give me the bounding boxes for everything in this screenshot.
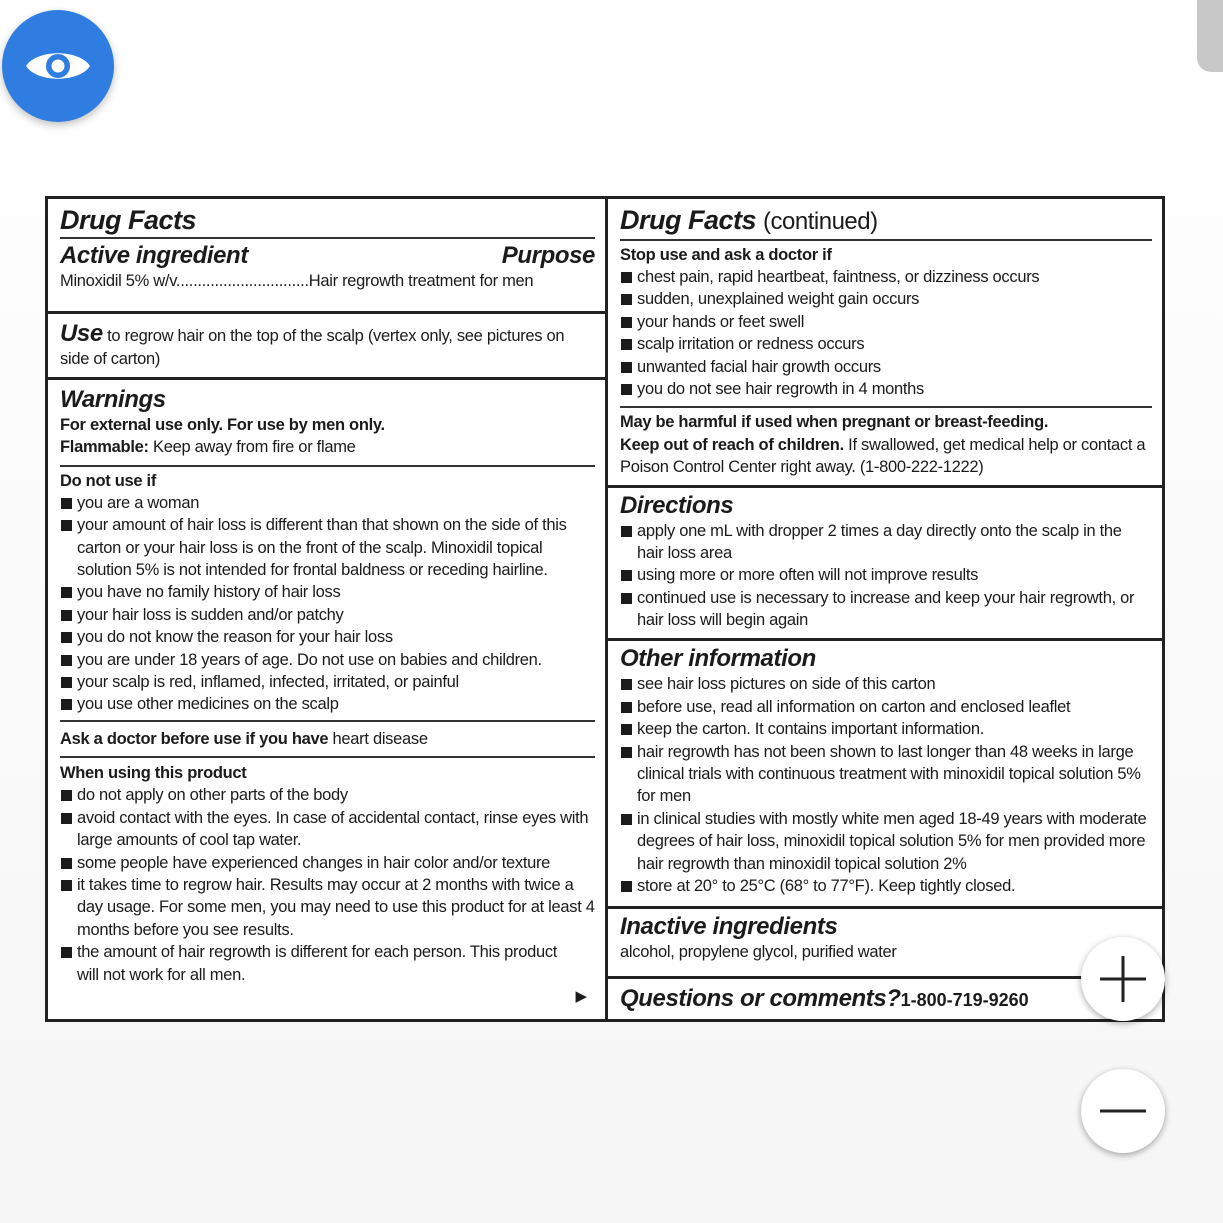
stop-use-heading: Stop use and ask a doctor if xyxy=(620,246,832,264)
list-item: see hair loss pictures on side of this carton xyxy=(620,673,1152,695)
continued-label: (continued) xyxy=(763,208,878,235)
list-item: some people have experienced changes in hair color and/or texture xyxy=(60,852,595,874)
ask-doctor-label: Ask a doctor before use if you have xyxy=(60,729,329,748)
other-information-list xyxy=(620,673,1152,897)
list-item: you are under 18 years of age. Do not use on babies and children. xyxy=(60,649,595,671)
list-item: do not apply on other parts of the body xyxy=(60,784,595,806)
list-item: keep the carton. It contains important information. xyxy=(620,718,1152,740)
keep-out-text: If swallowed, get medical help or contact a Poison Control Center right away. (1-800-222-1222) xyxy=(620,435,1146,477)
view-toggle-button[interactable] xyxy=(2,10,114,122)
pregnancy-warning: May be harmful if used when pregnant or breast-feeding. xyxy=(620,413,1049,432)
list-item: it takes time to regrow hair. Results may occur at 2 months with twice a day usage. For some men, you may need to use this product for at least 4 months before you see results. xyxy=(60,874,595,941)
ask-doctor-text: heart disease xyxy=(332,729,428,748)
directions-list xyxy=(620,520,1152,632)
list-item: your amount of hair loss is different than that shown on the side of this carton or your hair loss is on the front of the scalp. Minoxidil topical solution 5% is not intended for frontal baldness or receding hairline. xyxy=(60,514,595,581)
purpose-heading: Purpose xyxy=(501,242,595,269)
stop-use-section xyxy=(608,199,1162,485)
questions-heading: Questions or comments? xyxy=(620,985,901,1012)
minus-icon xyxy=(1098,1086,1148,1136)
list-item: the amount of hair regrowth is different for each person. This product will not work for all men. xyxy=(60,941,595,986)
questions-phone: 1-800-719-9260 xyxy=(900,990,1029,1010)
scrollbar-thumb[interactable] xyxy=(1197,0,1223,72)
inactive-ingredients-section xyxy=(608,906,1162,976)
eye-icon xyxy=(23,44,93,88)
list-item: you do not see hair regrowth in 4 months xyxy=(620,378,1152,400)
drug-facts-title: Drug Facts xyxy=(60,205,197,235)
list-item: unwanted facial hair growth occurs xyxy=(620,356,1152,378)
drug-facts-left-column xyxy=(48,199,608,1019)
when-using-list xyxy=(60,784,595,986)
do-not-use-heading: Do not use if xyxy=(60,471,157,490)
list-item: before use, read all information on carton and enclosed leaflet xyxy=(620,696,1152,718)
use-section xyxy=(48,311,605,377)
list-item: your hands or feet swell xyxy=(620,311,1152,333)
list-item: apply one mL with dropper 2 times a day directly onto the scalp in the hair loss area xyxy=(620,520,1152,565)
zoom-in-button[interactable] xyxy=(1081,937,1165,1021)
other-information-heading: Other information xyxy=(620,645,816,673)
list-item: your scalp is red, inflamed, infected, irritated, or painful xyxy=(60,671,595,693)
list-item: hair regrowth has not been shown to last longer than 48 weeks in large clinical trials with continuous treatment with minoxidil topical solution 5% for men xyxy=(620,741,1152,808)
warnings-heading: Warnings xyxy=(60,386,166,413)
do-not-use-list xyxy=(60,492,595,716)
use-heading: Use xyxy=(60,320,103,347)
plus-icon xyxy=(1098,954,1148,1004)
keep-out-label: Keep out of reach of children. xyxy=(620,435,844,454)
inactive-ingredients-heading: Inactive ingredients xyxy=(620,913,838,941)
list-item: your hair loss is sudden and/or patchy xyxy=(60,604,595,626)
list-item: you have no family history of hair loss xyxy=(60,581,595,603)
ingredient-line: Minoxidil 5% w/v...............................Hair regrowth treatment for men xyxy=(60,272,534,290)
stop-use-list xyxy=(620,266,1152,400)
list-item: using more or more often will not improve results xyxy=(620,564,1152,586)
list-item: scalp irritation or redness occurs xyxy=(620,333,1152,355)
directions-section xyxy=(608,485,1162,639)
list-item: store at 20° to 25°C (68° to 77°F). Keep tightly closed. xyxy=(620,875,1152,897)
use-text: to regrow hair on the top of the scalp (vertex only, see pictures on side of carton) xyxy=(60,327,565,368)
other-information-section xyxy=(608,638,1162,906)
list-item: you use other medicines on the scalp xyxy=(60,693,595,715)
directions-heading: Directions xyxy=(620,491,734,519)
flammable-text: Keep away from fire or flame xyxy=(153,438,356,457)
drug-facts-panel xyxy=(45,196,1165,1022)
inactive-ingredients-text: alcohol, propylene glycol, purified water xyxy=(620,943,897,962)
list-item: chest pain, rapid heartbeat, faintness, or dizziness occurs xyxy=(620,266,1152,288)
active-ingredient-heading: Active ingredient xyxy=(60,242,248,269)
list-item: in clinical studies with mostly white men aged 18-49 years with moderate degrees of hair loss, minoxidil topical solution 5% for men provided more hair regrowth than minoxidil topical solution 2% xyxy=(620,808,1152,875)
continue-arrow-icon: ▶ xyxy=(575,988,587,1005)
list-item: sudden, unexplained weight gain occurs xyxy=(620,288,1152,310)
warnings-section xyxy=(48,377,605,1019)
when-using-heading: When using this product xyxy=(60,764,247,783)
drug-facts-continued-title: Drug Facts xyxy=(620,205,757,235)
questions-section xyxy=(608,976,1162,1019)
external-use-warning: For external use only. For use by men only. xyxy=(60,416,385,434)
list-item: continued use is necessary to increase and keep your hair regrowth, or hair loss will begin again xyxy=(620,587,1152,632)
flammable-label: Flammable: xyxy=(60,438,149,457)
list-item: avoid contact with the eyes. In case of accidental contact, rinse eyes with large amounts of cool tap water. xyxy=(60,807,595,852)
drug-facts-right-column xyxy=(608,199,1162,1019)
zoom-out-button[interactable] xyxy=(1081,1069,1165,1153)
active-ingredient-section xyxy=(48,199,605,311)
list-item: you do not know the reason for your hair loss xyxy=(60,626,595,648)
list-item: you are a woman xyxy=(60,492,595,514)
